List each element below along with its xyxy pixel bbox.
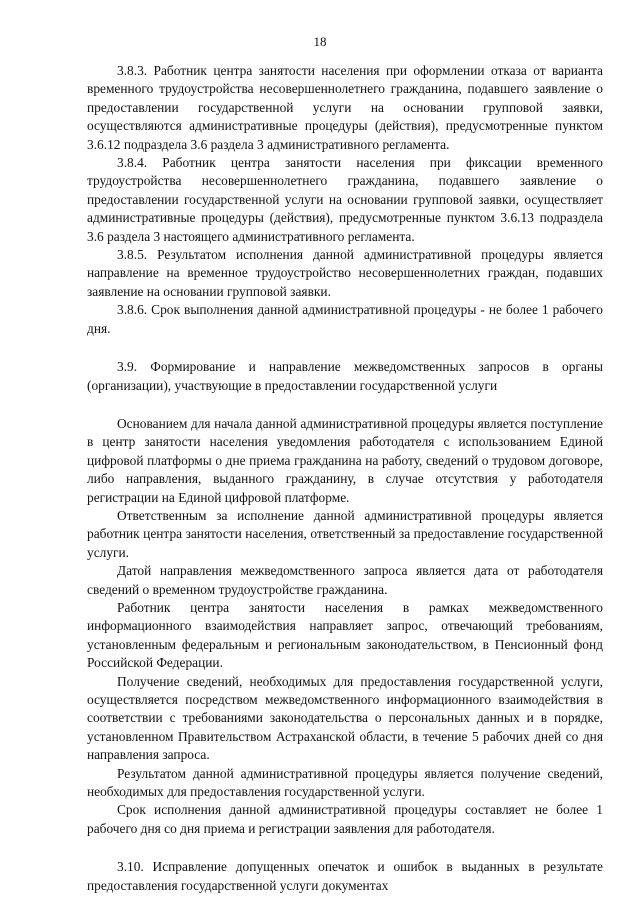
paragraph-result: Результатом данной административной процедуры является получение сведений, необходимых для предоставления государственной услуги. [87,765,603,800]
section-heading-3-10: 3.10. Исправление допущенных опечаток и ошибок в выданных в результате предоставления государственной услуги документах [87,859,603,893]
paragraph-responsible: Ответственным за исполнение данной административной процедуры является работник центра занятости населения, ответственный за предоставление государственной услуги. [87,507,603,560]
document-body [87,62,603,895]
paragraph-3-8-6: 3.8.6. Срок выполнения данной административной процедуры - не более 1 рабочего дня. [87,302,603,336]
paragraph-3-8-3: 3.8.3. Работник центра занятости населения при оформлении отказа от варианта временного трудоустройства несовершеннолетнего гражданина, подавшего заявление о предоставлении государственной услуги на основании групповой заявки, осуществляются административные процедуры (действия), предусмотренные пунктом 3.6.12 подраздела 3.6 раздела 3 административного регламента. [87,63,603,152]
section-heading-3-9: 3.9. Формирование и направление межведомственных запросов в органы (организации), участвующие в предоставлении государственной услуги [87,359,603,393]
paragraph-request-date: Датой направления межведомственного запроса является дата от работодателя сведений о временном трудоустройстве гражданина. [87,563,603,597]
paragraph-3-8-5: 3.8.5. Результатом исполнения данной административной процедуры является направление на временное трудоустройство несовершеннолетних граждан, подавших заявление на основании групповой заявки. [87,247,603,299]
paragraph-basis: Основанием для начала данной административной процедуры является поступление в центр занятости населения уведомления работодателя с использованием Единой цифровой платформы о дне приема гражданина на работу, сведений о трудовом договоре, либо направления, выданного гражданину, в случае отсутствия у работодателя регистрации на Единой цифровой платформе. [87,415,603,505]
paragraph-receiving-info: Получение сведений, необходимых для предоставления государственной услуги, осуществляется посредством межведомственного информационного взаимодействия в соответствии с требованиями законодательства о персональных данных и в порядке, установленном Правительством Астраханской области, в течение 5 рабочих дней со дня направления запроса. [87,673,603,763]
paragraph-deadline: Срок исполнения данной административной процедуры составляет не более 1 рабочего дня со дня приема и регистрации заявления для работодателя. [87,802,603,836]
paragraph-3-8-4: 3.8.4. Работник центра занятости населения при фиксации временного трудоустройства несовершеннолетнего гражданина, подавшего заявление о предоставлении государственной услуги на основании групповой заявки, осуществляет административные процедуры (действия), предусмотренные пунктом 3.6.13 подраздела 3.6 раздела 3 настоящего административного регламента. [87,155,603,244]
page-number: 18 [313,34,327,49]
paragraph-request-sending: Работник центра занятости населения в рамках межведомственного информационного взаимодействия направляет запрос, отвечающий требованиям, установленным федеральным и региональным законодательством, в Пенсионный фонд Российской Федерации. [87,599,603,671]
